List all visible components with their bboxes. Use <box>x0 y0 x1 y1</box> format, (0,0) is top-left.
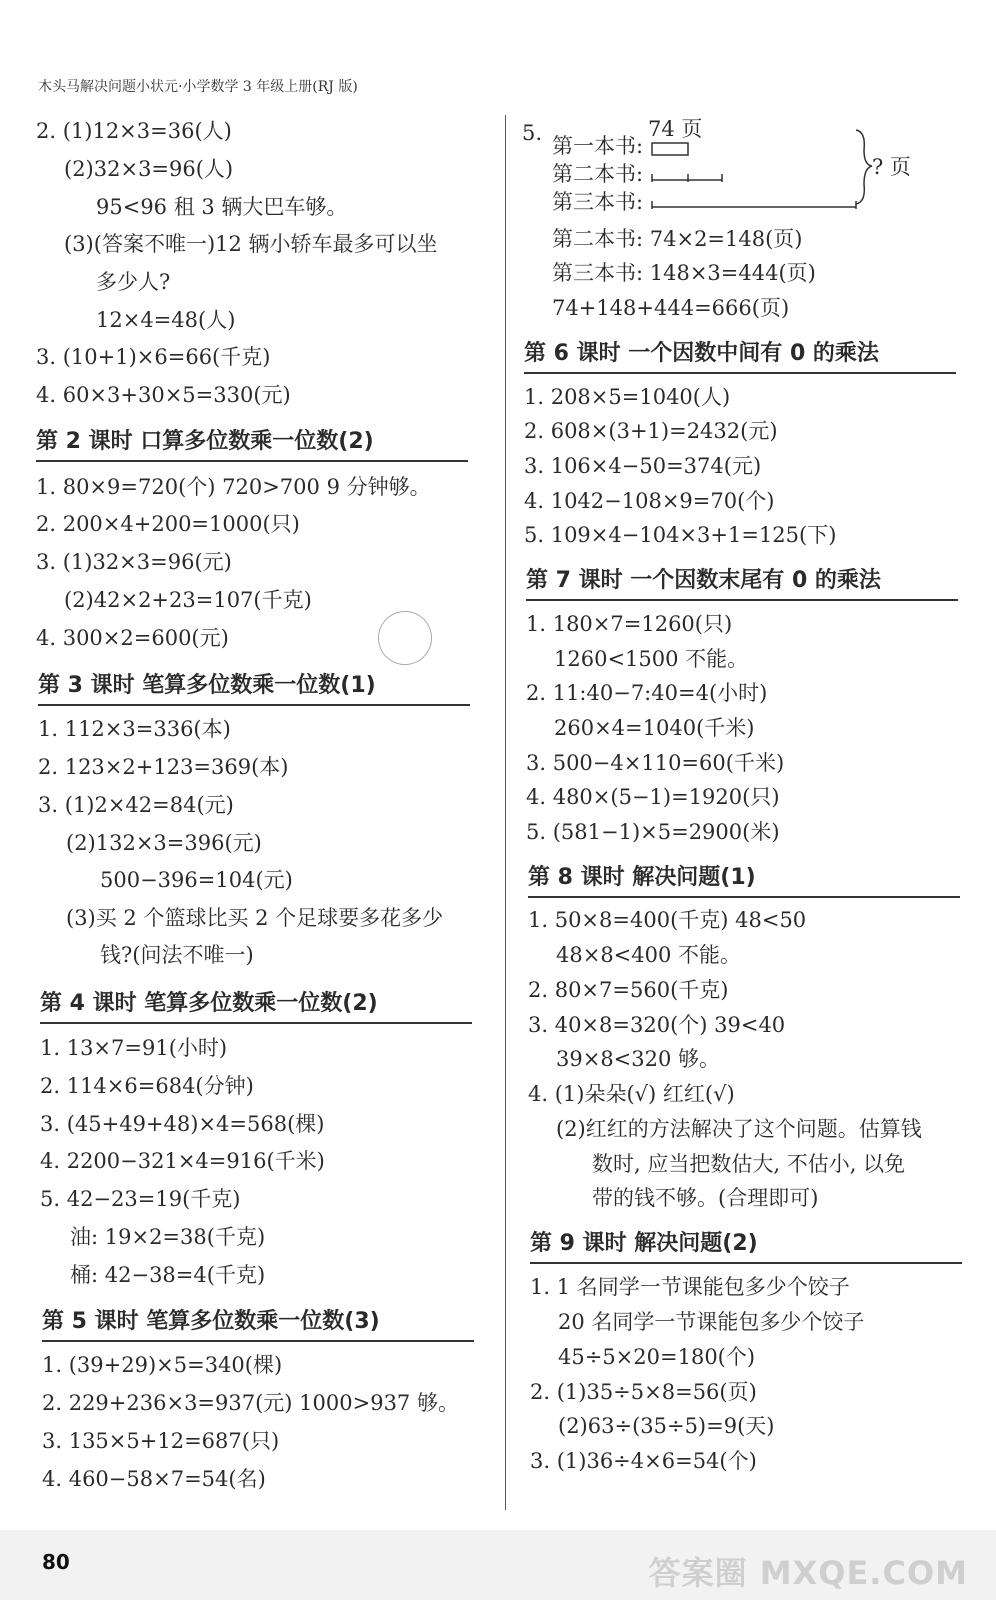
heading-underline <box>38 704 470 706</box>
section-heading: 第 7 课时 一个因数末尾有 0 的乘法 <box>526 568 881 593</box>
answer-line: 39×8<320 够。 <box>556 1047 721 1071</box>
answer-line: 第二本书: 74×2=148(页) <box>552 227 803 251</box>
heading-underline <box>530 1262 962 1264</box>
answer-line: 3. (1)36÷4×6=54(个) <box>530 1449 757 1473</box>
section-heading: 第 9 课时 解决问题(2) <box>530 1231 758 1256</box>
watermark: 答案圈 MXQE.COM <box>648 1554 968 1592</box>
answer-line: 1. 50×8=400(千克) 48<50 <box>528 908 807 932</box>
answer-line: 5. (581−1)×5=2900(米) <box>526 820 780 844</box>
answer-line: 第三本书: 148×3=444(页) <box>552 261 816 285</box>
answer-line: 12×4=48(人) <box>96 308 236 332</box>
answer-line: (2)42×2+23=107(千克) <box>64 588 312 612</box>
answer-line: 3. 40×8=320(个) 39<40 <box>528 1013 786 1037</box>
answer-line: 3. 135×5+12=687(只) <box>42 1429 280 1453</box>
answer-line: 4. 2200−321×4=916(千米) <box>40 1149 325 1173</box>
answer-line: 第二本书: <box>552 162 644 186</box>
answer-line: 2. (1)35÷5×8=56(页) <box>530 1380 757 1404</box>
answer-line: (2)32×3=96(人) <box>64 157 234 181</box>
answer-line: 1. (39+29)×5=340(棵) <box>42 1353 283 1377</box>
answer-line: 数时, 应当把数估大, 不估小, 以免 <box>592 1152 906 1176</box>
answer-line: 5. <box>522 121 543 145</box>
answer-line: 74 页 <box>648 117 703 141</box>
answer-line: 48×8<400 不能。 <box>556 943 742 967</box>
page-number: 80 <box>42 1550 70 1574</box>
answer-line: 1260<1500 不能。 <box>554 647 749 671</box>
answer-line: (2)63÷(35÷5)=9(天) <box>558 1414 775 1438</box>
answer-line: (3)(答案不唯一)12 辆小轿车最多可以坐 <box>64 232 438 256</box>
answer-line: 带的钱不够。(合理即可) <box>592 1186 819 1210</box>
answer-line: 油: 19×2=38(千克) <box>70 1225 266 1249</box>
answer-line: 4. 460−58×7=54(名) <box>42 1467 266 1491</box>
answer-line: ? 页 <box>872 155 911 179</box>
answer-line: 钱?(问法不唯一) <box>100 943 254 967</box>
answer-line: 2. 11:40−7:40=4(小时) <box>526 681 768 705</box>
answer-line: 2. 200×4+200=1000(只) <box>36 512 300 536</box>
answer-line: 4. 60×3+30×5=330(元) <box>36 383 291 407</box>
section-heading: 第 5 课时 笔算多位数乘一位数(3) <box>42 1309 380 1334</box>
answer-line: 45÷5×20=180(个) <box>558 1345 756 1369</box>
answer-line: 2. (1)12×3=36(人) <box>36 119 232 143</box>
answer-line: 3. (1)32×3=96(元) <box>36 550 232 574</box>
answer-line: 1. 208×5=1040(人) <box>524 385 731 409</box>
answer-line: 2. 608×(3+1)=2432(元) <box>524 419 778 443</box>
section-heading: 第 2 课时 口算多位数乘一位数(2) <box>36 429 374 454</box>
answer-line: 多少人? <box>96 270 171 294</box>
answer-line: 2. 80×7=560(千克) <box>528 978 729 1002</box>
answer-line: 2. 229+236×3=937(元) 1000>937 够。 <box>42 1391 459 1415</box>
heading-underline <box>40 1022 472 1024</box>
answer-line: 4. (1)朵朵(√) 红红(√) <box>528 1082 735 1106</box>
stamp-mark <box>372 605 438 671</box>
segment-book-1 <box>652 143 688 155</box>
answer-line: 1. 1 名同学一节课能包多少个饺子 <box>530 1275 850 1299</box>
answer-line: 1. 180×7=1260(只) <box>526 612 733 636</box>
section-heading: 第 3 课时 笔算多位数乘一位数(1) <box>38 673 376 698</box>
answer-line: (2)132×3=396(元) <box>66 831 262 855</box>
total-brace <box>856 130 872 204</box>
answer-line: 260×4=1040(千米) <box>554 716 755 740</box>
heading-underline <box>524 372 956 374</box>
answer-line: (2)红红的方法解决了这个问题。估算钱 <box>556 1117 922 1141</box>
answer-line: 3. 500−4×110=60(千米) <box>526 751 785 775</box>
running-header: 木头马解决问题小状元·小学数学 3 年级上册(RJ 版) <box>38 79 358 95</box>
answer-line: 1. 80×9=720(个) 720>700 9 分钟够。 <box>36 475 431 499</box>
answer-line: 3. 106×4−50=374(元) <box>524 454 762 478</box>
answer-line: 500−396=104(元) <box>100 868 293 892</box>
answer-line: 1. 112×3=336(本) <box>38 717 231 741</box>
answer-line: 4. 300×2=600(元) <box>36 626 229 650</box>
answer-line: 3. (1)2×42=84(元) <box>38 793 234 817</box>
answer-line: 第一本书: <box>552 134 644 158</box>
answer-line: 5. 42−23=19(千克) <box>40 1187 241 1211</box>
heading-underline <box>526 599 958 601</box>
book-pages-diagram <box>0 0 996 220</box>
answer-line: 桶: 42−38=4(千克) <box>70 1263 266 1287</box>
section-heading: 第 6 课时 一个因数中间有 0 的乘法 <box>524 341 879 366</box>
answer-line: 4. 1042−108×9=70(个) <box>524 489 775 513</box>
answer-line: 3. (45+49+48)×4=568(棵) <box>40 1112 325 1136</box>
answer-line: 4. 480×(5−1)=1920(只) <box>526 785 780 809</box>
heading-underline <box>528 896 960 898</box>
answer-line: 74+148+444=666(页) <box>552 296 790 320</box>
answer-line: 5. 109×4−104×3+1=125(下) <box>524 523 837 547</box>
answer-line: 2. 123×2+123=369(本) <box>38 755 289 779</box>
answer-line: 20 名同学一节课能包多少个饺子 <box>558 1310 865 1334</box>
column-divider <box>505 115 506 1510</box>
answer-line: 第三本书: <box>552 190 644 214</box>
heading-underline <box>36 460 468 462</box>
answer-line: 2. 114×6=684(分钟) <box>40 1074 254 1098</box>
section-heading: 第 8 课时 解决问题(1) <box>528 865 756 890</box>
heading-underline <box>42 1340 474 1342</box>
section-heading: 第 4 课时 笔算多位数乘一位数(2) <box>40 991 378 1016</box>
answer-line: 3. (10+1)×6=66(千克) <box>36 345 271 369</box>
answer-line: 95<96 租 3 辆大巴车够。 <box>96 195 348 219</box>
answer-line: 1. 13×7=91(小时) <box>40 1036 228 1060</box>
answer-line: (3)买 2 个篮球比买 2 个足球要多花多少 <box>66 906 444 930</box>
